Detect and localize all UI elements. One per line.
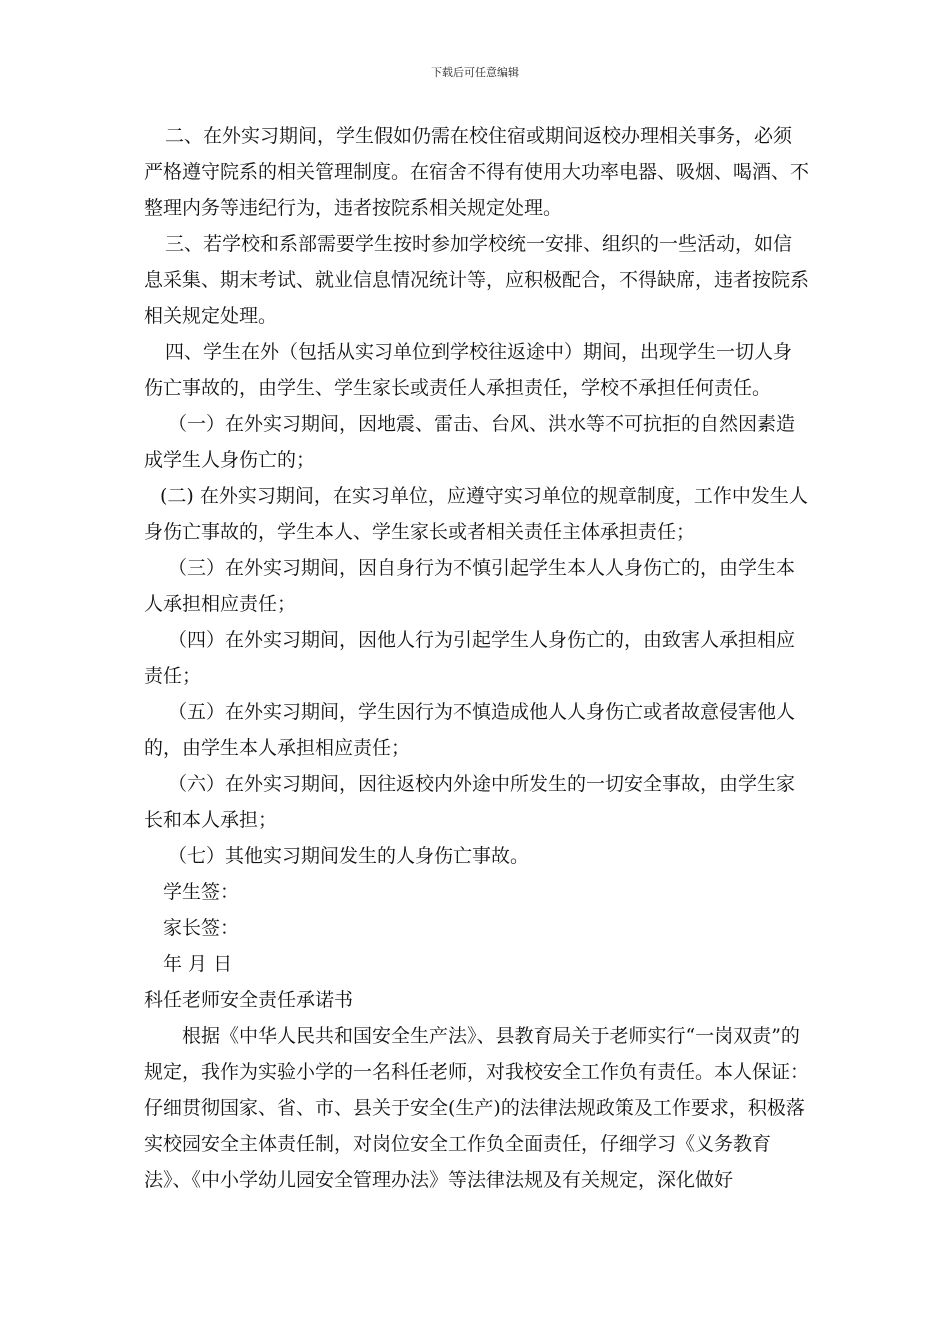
date-label: 年 月 日 <box>163 953 233 975</box>
parent-signature-label: 家长签： <box>163 917 240 939</box>
clause-7: （七）其他实习期间发生的人身伤亡事故。 <box>168 845 530 867</box>
clause-6: （六）在外实习期间，因往返校内外途中所发生的一切安全事故，由学生家长和本人承担； <box>144 773 796 831</box>
paragraph-4: 四、学生在外（包括从实习单位到学校往返途中）期间，出现学生一切人身伤亡事故的，由学生、学生家长或责任人承担责任，学校不承担任何责任。 <box>144 341 793 399</box>
paragraph-2: 二、在外实习期间，学生假如仍需在校住宿或期间返校办理相关事务，必须严格遵守院系的相关管理制度。在宿舍不得有使用大功率电器、吸烟、喝酒、不整理内务等违纪行为，违者按院系相关规定处理。 <box>144 125 810 219</box>
page-header: 下载后可任意编辑 <box>431 66 519 79</box>
document-body <box>144 118 810 1198</box>
paragraph-3: 三、若学校和系部需要学生按时参加学校统一安排、组织的一些活动，如信息采集、期末考试、就业信息情况统计等，应积极配合，不得缺席，违者按院系相关规定处理。 <box>144 233 810 327</box>
clause-5: （五）在外实习期间，学生因行为不慎造成他人人身伤亡或者故意侵害他人的，由学生本人承担相应责任； <box>144 701 796 759</box>
clause-3: （三）在外实习期间，因自身行为不慎引起学生本人人身伤亡的，由学生本人承担相应责任； <box>144 557 796 615</box>
second-doc-title: 科任老师安全责任承诺书 <box>144 989 354 1011</box>
student-signature-label: 学生签： <box>163 881 240 903</box>
second-doc-body: 根据《中华人民共和国安全生产法》、县教育局关于老师实行“一岗双责”的规定，我作为实验小学的一名科任老师，对我校安全工作负有责任。本人保证：仔细贯彻国家、省、市、县关于安全(生产)的法律法规政策及工作要求，积极落实校园安全主体责任制，对岗位安全工作负全面责任，仔细学习《义务教育法》、《中小学幼儿园安全管理办法》等法律法规及有关规定，深化做好 <box>144 1025 810 1191</box>
clause-2: (二) 在外实习期间，在实习单位，应遵守实习单位的规章制度，工作中发生人身伤亡事故的，学生本人、学生家长或者相关责任主体承担责任； <box>144 485 808 543</box>
clause-4: （四）在外实习期间，因他人行为引起学生人身伤亡的，由致害人承担相应责任； <box>144 629 796 687</box>
clause-1: （一）在外实习期间，因地震、雷击、台风、洪水等不可抗拒的自然因素造成学生人身伤亡的； <box>144 413 796 471</box>
